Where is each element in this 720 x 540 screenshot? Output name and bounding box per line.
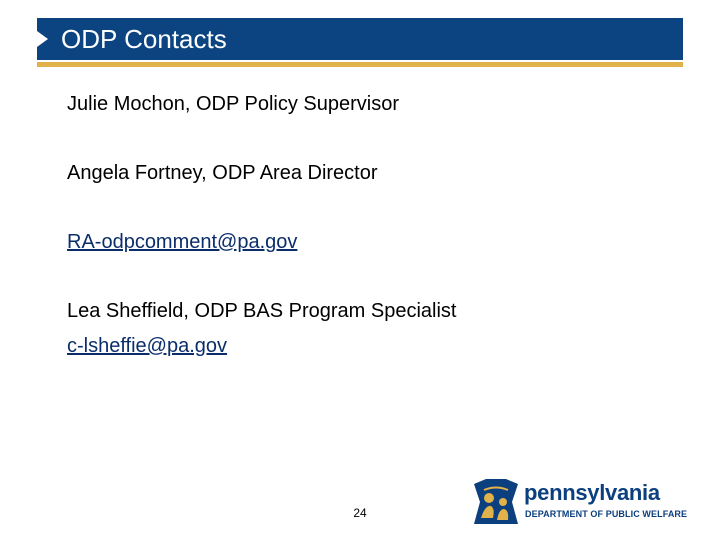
bullet-arrow-icon	[37, 31, 48, 47]
slide-title: ODP Contacts	[61, 24, 227, 54]
contact-julie-mochon: Julie Mochon, ODP Policy Supervisor	[67, 93, 399, 115]
email-link-ra-odpcomment[interactable]: RA-odpcomment@pa.gov	[67, 231, 298, 253]
logo-wordmark: pennsylvania	[524, 480, 660, 505]
keystone-icon	[472, 478, 520, 526]
accent-divider	[37, 62, 683, 67]
contact-lea-sheffield: Lea Sheffield, ODP BAS Program Specialist	[67, 300, 457, 322]
title-bar	[37, 18, 683, 60]
page-number: 24	[353, 506, 367, 520]
email-link-c-lsheffie[interactable]: c-lsheffie@pa.gov	[67, 335, 228, 357]
pa-dpw-logo	[472, 478, 712, 528]
logo-department: DEPARTMENT OF PUBLIC WELFARE	[525, 509, 688, 519]
contact-angela-fortney: Angela Fortney, ODP Area Director	[67, 162, 378, 184]
